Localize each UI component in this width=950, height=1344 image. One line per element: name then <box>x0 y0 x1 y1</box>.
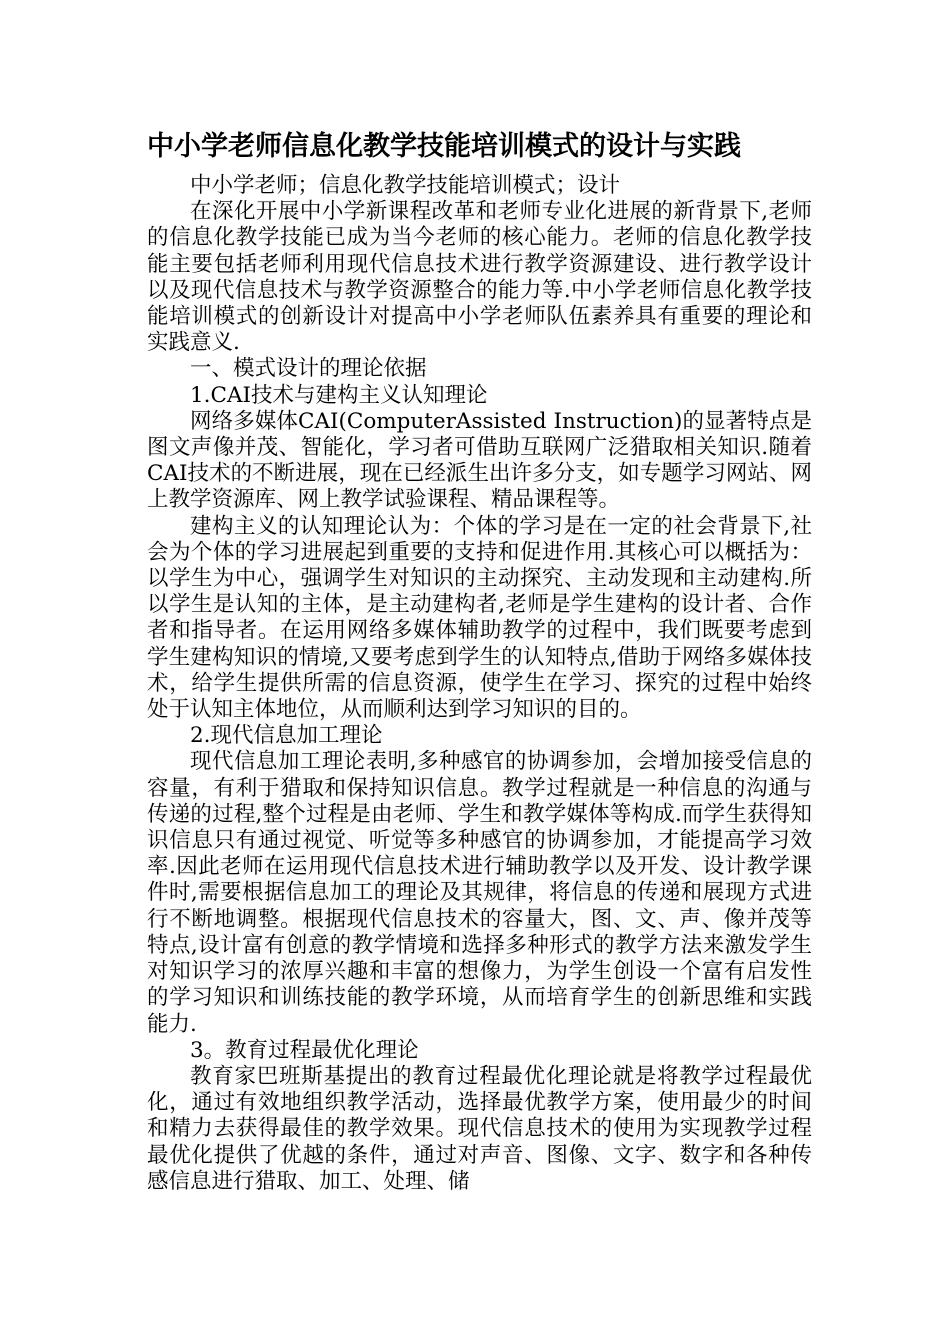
section-heading-theory: 一、模式设计的理论依据 <box>190 356 427 382</box>
constructivism-paragraph: 建构主义的认知理论认为：个体的学习是在一定的社会背景下,社会为个体的学习进展起到重要的支持和促进作用.其核心可以概括为：以学生为中心，强调学生对知识的主动探究、主动发现和主动建构.所以学生是认知的主体，是主动建构者,老师是学生建构的设计者、合作者和指导者。在运用网络多媒体辅助教学的过程中，我们既要考虑到学生建构知识的情境,又要考虑到学生的认知特点,借助于网络多媒体技术，给学生提供所需的信息资源，使学生在学习、探究的过程中始终处于认知主体地位，从而顺利达到学习知识的目的。 <box>147 513 812 723</box>
cai-paragraph: 网络多媒体CAI(ComputerAssisted Instruction)的显著特点是图文声像并茂、智能化，学习者可借助互联网广泛猎取相关知识.随着CAI技术的不断进展，现在已经派生出许多分支，如专题学习网站、网上教学资源库、网上教学试验课程、精品课程等。 <box>147 408 812 513</box>
document-title: 中小学老师信息化教学技能培训模式的设计与实践 <box>147 131 741 162</box>
keywords-paragraph: 中小学老师；信息化教学技能培训模式；设计 <box>190 173 621 198</box>
intro-paragraph: 在深化开展中小学新课程改革和老师专业化进展的新背景下,老师的信息化教学技能已成为当今老师的核心能力。老师的信息化教学技能主要包括老师利用现代信息技术进行教学资源建设、进行教学设计以及现代信息技术与教学资源整合的能力等.中小学老师信息化教学技能培训模式的创新设计对提高中小学老师队伍素养具有重要的理论和实践意义. <box>147 199 812 356</box>
subheading-cai-constructivism: 1.CAI技术与建构主义认知理论 <box>190 382 488 408</box>
information-processing-paragraph: 现代信息加工理论表明,多种感官的协调参加，会增加接受信息的容量，有利于猎取和保持知识信息。教学过程就是一种信息的沟通与传递的过程,整个过程是由老师、学生和教学媒体等构成.而学生获得知识信息只有通过视觉、听觉等多种感官的协调参加，才能提高学习效率.因此老师在运用现代信息技术进行辅助教学以及开发、设计教学课件时,需要根据信息加工的理论及其规律，将信息的传递和展现方式进行不断地调整。根据现代信息技术的容量大，图、文、声、像并茂等特点,设计富有创意的教学情境和选择多种形式的教学方法来激发学生对知识学习的浓厚兴趣和丰富的想像力，为学生创设一个富有启发性的学习知识和训练技能的教学环境，从而培育学生的创新思维和实践能力. <box>147 749 812 1037</box>
subheading-optimization: 3。教育过程最优化理论 <box>190 1037 419 1063</box>
optimization-paragraph: 教育家巴班斯基提出的教育过程最优化理论就是将教学过程最优化，通过有效地组织教学活动，选择最优教学方案，使用最少的时间和精力去获得最佳的教学效果。现代信息技术的使用为实现教学过程最优化提供了优越的条件，通过对声音、图像、文字、数字和各种传感信息进行猎取、加工、处理、储 <box>147 1063 812 1194</box>
document-page <box>147 130 812 1195</box>
subheading-information-processing: 2.现代信息加工理论 <box>190 723 383 749</box>
